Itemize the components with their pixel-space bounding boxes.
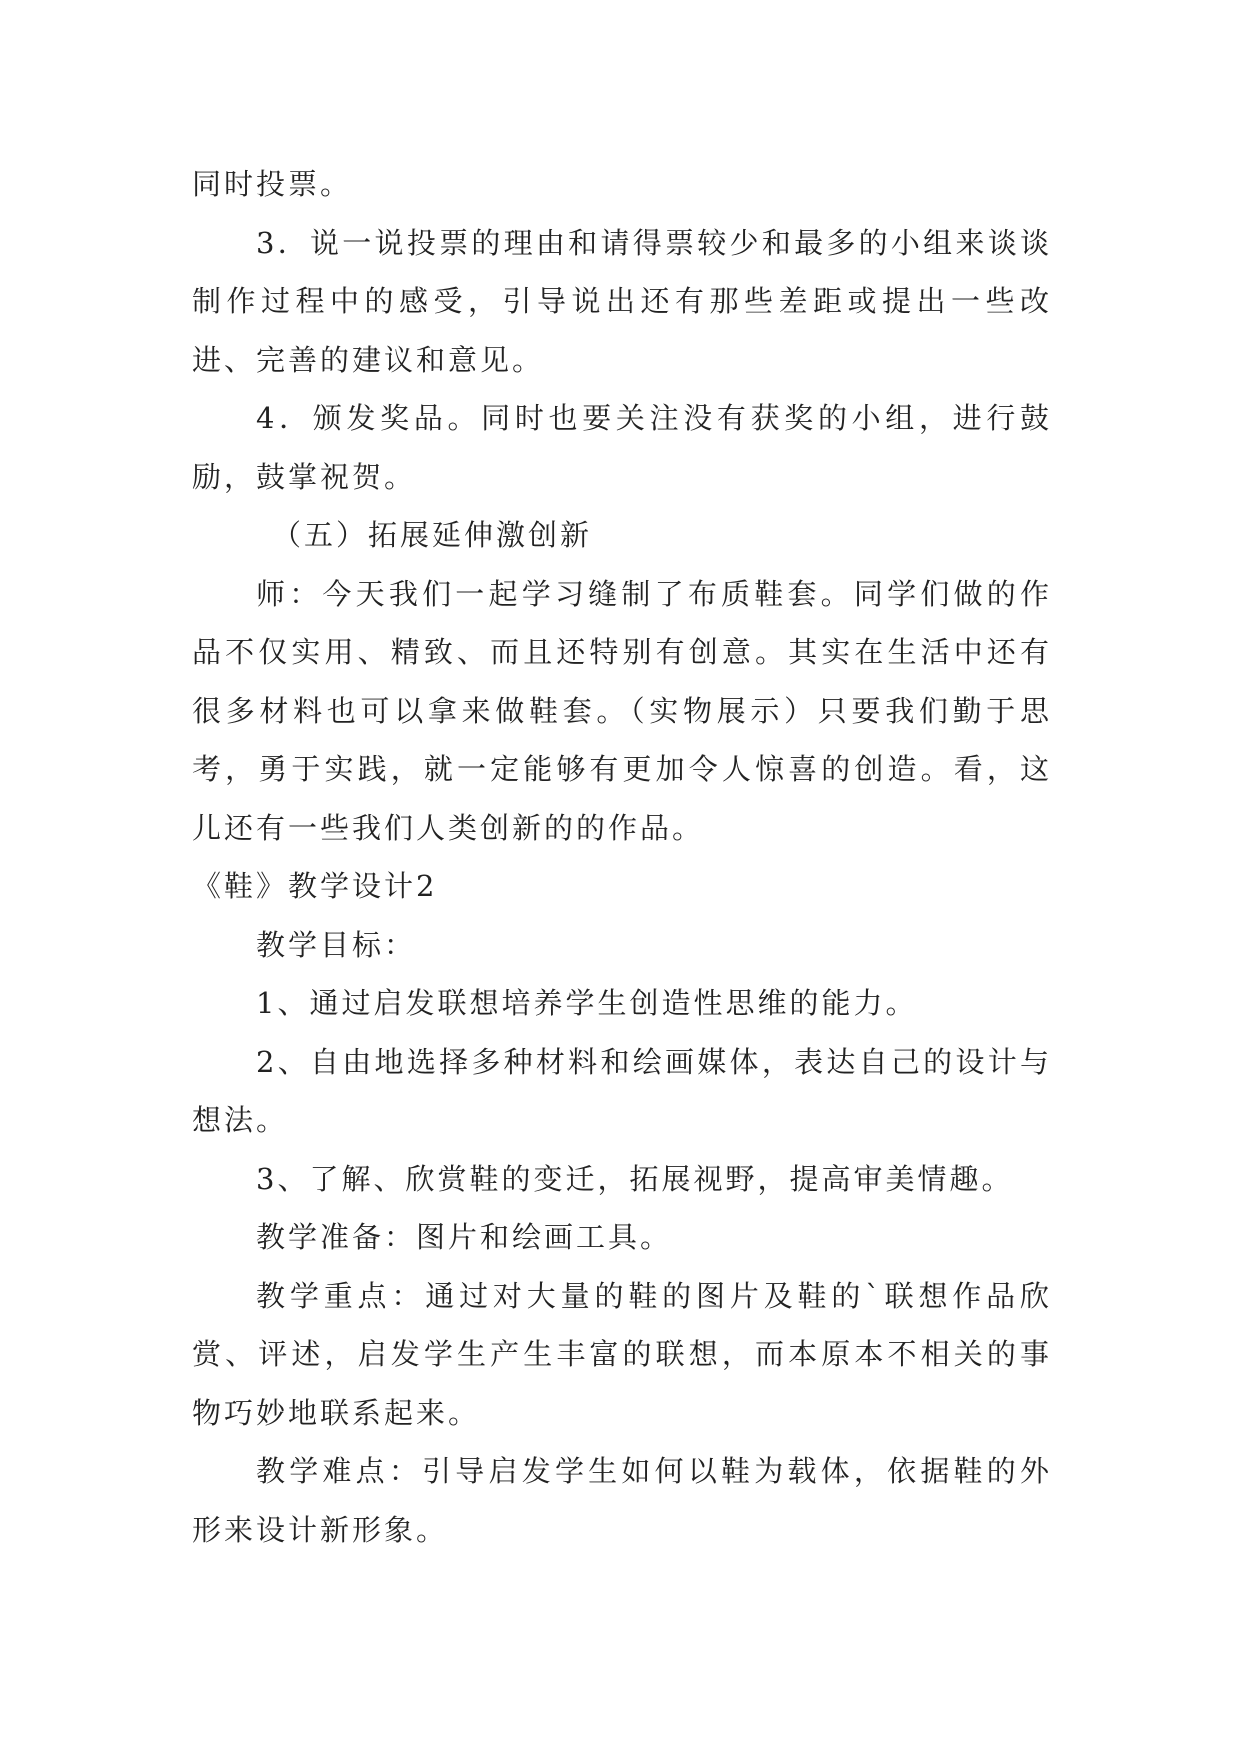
document-body — [192, 155, 1052, 1559]
paragraph-step-3: 3．说一说投票的理由和请得票较少和最多的小组来谈谈制作过程中的感受，引导说出还有那些差距或提出一些改进、完善的建议和意见。 — [192, 225, 1052, 377]
paragraph-objective-1: 1、通过启发联想培养学生创造性思维的能力。 — [256, 986, 918, 1020]
document-title-design-2: 《鞋》教学设计2 — [192, 869, 438, 903]
paragraph-voting-continued: 同时投票。 — [192, 167, 353, 201]
paragraph-difficulties: 教学难点：引导启发学生如何以鞋为载体，依据鞋的外形来设计新形象。 — [192, 1454, 1052, 1547]
paragraph-teacher-remarks: 师：今天我们一起学习缝制了布质鞋套。同学们做的作品不仅实用、精致、而且还特别有创意。其实在生活中还有很多材料也可以拿来做鞋套。（实物展示）只要我们勤于思考，勇于实践，就一定能够有更加令人惊喜的创造。看，这儿还有一些我们人类创新的的作品。 — [192, 576, 1052, 845]
paragraph-objective-2: 2、自由地选择多种材料和绘画媒体，表达自己的设计与想法。 — [192, 1044, 1052, 1137]
paragraph-preparation: 教学准备：图片和绘画工具。 — [256, 1220, 673, 1254]
paragraph-objectives-label: 教学目标： — [256, 927, 417, 962]
section-heading-extension: （五）拓展延伸激创新 — [272, 518, 593, 552]
paragraph-objective-3: 3、了解、欣赏鞋的变迁，拓展视野，提高审美情趣。 — [256, 1161, 1014, 1196]
paragraph-step-4: 4．颁发奖品。同时也要关注没有获奖的小组，进行鼓励，鼓掌祝贺。 — [192, 401, 1052, 494]
paragraph-key-points: 教学重点：通过对大量的鞋的图片及鞋的`联想作品欣赏、评述，启发学生产生丰富的联想，而本原本不相关的事物巧妙地联系起来。 — [192, 1278, 1052, 1430]
